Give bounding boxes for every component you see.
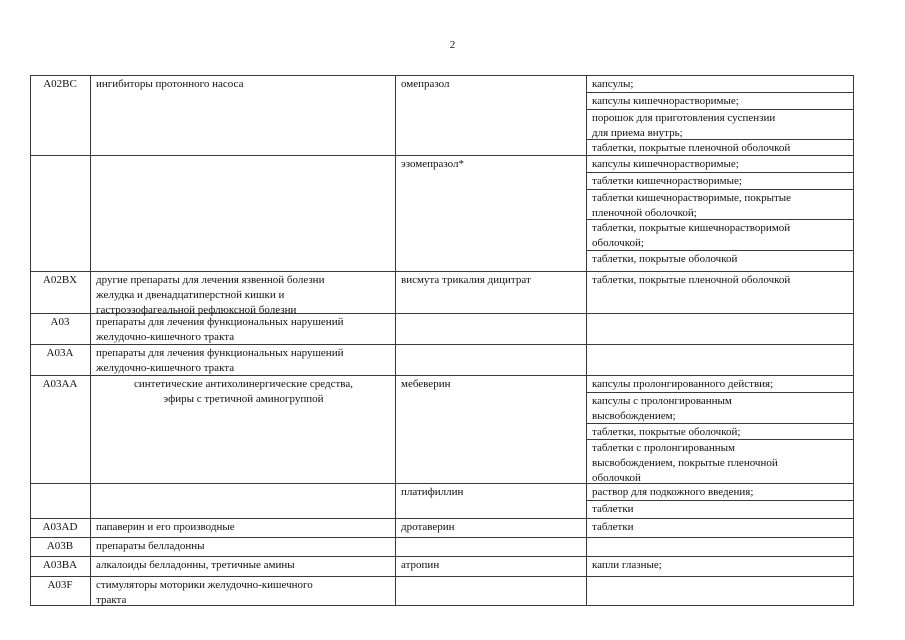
form-divider-line xyxy=(586,109,854,110)
substance-cell: платифиллин xyxy=(401,486,464,498)
form-divider-line xyxy=(586,392,854,393)
substance-cell: дротаверин xyxy=(401,521,455,533)
atc-code-cell: A03AD xyxy=(42,521,78,533)
substance-cell: атропин xyxy=(401,559,440,571)
dosage-form-cell: таблетки кишечнорастворимые, покрытые пленочной оболочкой; xyxy=(592,192,792,219)
substance-cell: эзомепразол* xyxy=(401,158,465,170)
form-divider-line xyxy=(586,92,854,93)
atc-code-cell: A03B xyxy=(46,540,74,552)
description-cell: папаверин и его производные xyxy=(96,521,235,533)
atc-code-cell: A03BA xyxy=(42,559,78,571)
form-divider-line xyxy=(586,423,854,424)
description-cell: алкалоиды белладонны, третичные амины xyxy=(96,559,295,571)
dosage-form-cell: таблетки, покрытые пленочной оболочкой xyxy=(592,274,791,286)
dosage-form-cell: таблетки xyxy=(592,503,634,515)
table-row-line xyxy=(30,537,854,538)
atc-code-cell: A02BC xyxy=(43,78,77,90)
form-divider-line xyxy=(586,439,854,440)
atc-code-cell: A02BX xyxy=(42,274,78,286)
form-divider-line xyxy=(586,189,854,190)
table-row-line xyxy=(30,576,854,577)
dosage-form-cell: таблетки, покрытые оболочкой; xyxy=(592,426,741,438)
dosage-form-cell: таблетки, покрытые кишечнорастворимой оболочкой; xyxy=(592,222,791,249)
atc-code-cell: A03F xyxy=(47,579,73,591)
atc-code-cell: A03 xyxy=(50,316,70,328)
dosage-form-cell: таблетки, покрытые оболочкой xyxy=(592,253,738,265)
substance-cell: висмута трикалия дицитрат xyxy=(401,274,531,286)
dosage-form-cell: капсулы кишечнорастворимые; xyxy=(592,158,739,170)
dosage-form-cell: капсулы пролонгированного действия; xyxy=(592,378,774,390)
page-number: 2 xyxy=(449,39,456,51)
dosage-form-cell: таблетки, покрытые пленочной оболочкой xyxy=(592,142,791,154)
dosage-form-cell: раствор для подкожного введения; xyxy=(592,486,754,498)
form-divider-line xyxy=(586,139,854,140)
description-cell: стимуляторы моторики желудочно-кишечного тракта xyxy=(96,579,313,606)
dosage-form-cell: таблетки кишечнорастворимые; xyxy=(592,175,742,187)
form-divider-line xyxy=(586,500,854,501)
dosage-form-cell: таблетки с пролонгированным высвобождением, покрытые пленочной оболочкой xyxy=(592,442,778,484)
dosage-form-cell: капсулы с пролонгированным высвобождением; xyxy=(592,395,732,422)
description-cell: препараты для лечения функциональных нарушений желудочно-кишечного тракта xyxy=(96,316,344,343)
table-row-line xyxy=(30,518,854,519)
table-row-line xyxy=(30,75,854,76)
dosage-form-cell: таблетки xyxy=(592,521,634,533)
description-cell: другие препараты для лечения язвенной болезни желудка и двенадцатиперстной кишки и гастроэзофагеальной рефлюксной болезни xyxy=(96,274,325,316)
description-cell: препараты для лечения функциональных нарушений желудочно-кишечного тракта xyxy=(96,347,344,374)
description-cell: ингибиторы протонного насоса xyxy=(96,78,244,90)
form-divider-line xyxy=(586,172,854,173)
form-divider-line xyxy=(586,219,854,220)
substance-cell: мебеверин xyxy=(401,378,451,390)
dosage-form-cell: капсулы кишечнорастворимые; xyxy=(592,95,739,107)
description-cell: препараты белладонны xyxy=(96,540,205,552)
table-row-line xyxy=(30,271,854,272)
dosage-form-cell: капли глазные; xyxy=(592,559,662,571)
medication-table xyxy=(30,75,854,606)
description-cell: синтетические антихолинергические средства, эфиры с третичной аминогруппой xyxy=(134,378,353,405)
atc-code-cell: A03AA xyxy=(42,378,78,390)
substance-cell: омепразол xyxy=(401,78,450,90)
table-row-line xyxy=(30,556,854,557)
form-divider-line xyxy=(586,250,854,251)
atc-code-cell: A03A xyxy=(46,347,74,359)
dosage-form-cell: порошок для приготовления суспензии для приема внутрь; xyxy=(592,112,776,139)
dosage-form-cell: капсулы; xyxy=(592,78,634,90)
